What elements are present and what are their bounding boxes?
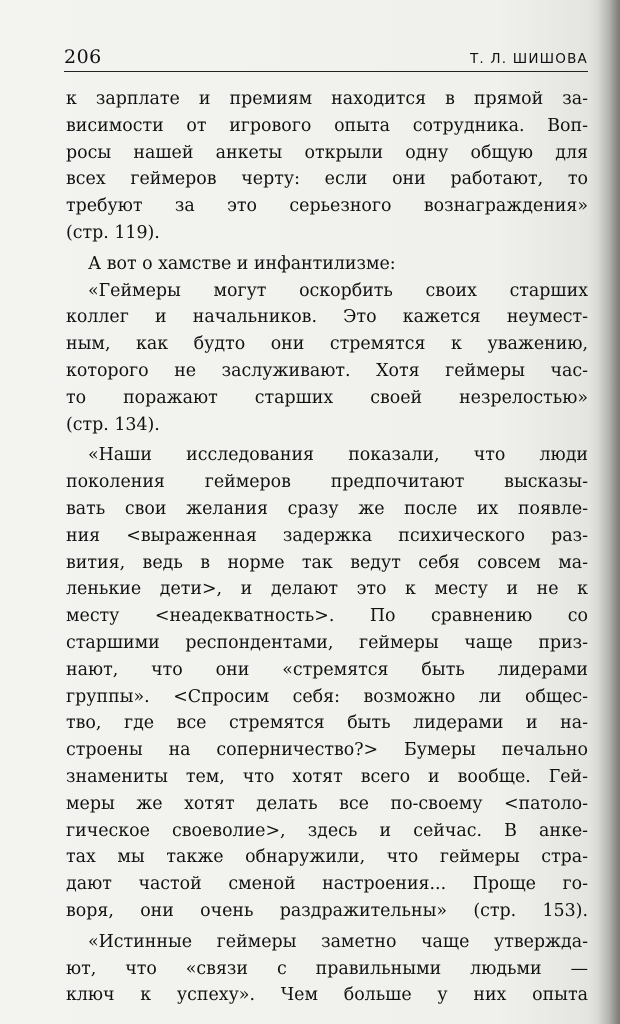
text-line: коллег и начальников. Это кажется неумест- — [66, 307, 588, 328]
text-line: воря, они очень раздражительны» (стр. 153). — [66, 900, 588, 921]
text-line: дают частой сменой настроения... Проще го- — [66, 874, 588, 895]
text-line: (стр. 119). — [66, 222, 160, 243]
page-number: 206 — [64, 46, 102, 68]
body-text — [66, 86, 588, 1009]
text-line: требуют за это серьезного вознаграждения» — [66, 196, 588, 217]
text-line: которого не заслуживают. Хотя геймеры час- — [66, 360, 588, 381]
text-line: нают, что они «стремятся быть лидерами — [66, 659, 588, 680]
text-line: «Геймеры могут оскорбить своих старших — [88, 280, 588, 301]
text-line: гическое своеволие>, здесь и сейчас. В анке- — [66, 820, 588, 841]
text-line: ния <выраженная задержка психического раз- — [66, 525, 588, 546]
text-line: знамениты тем, что хотят всего и вообще. Гей- — [66, 766, 588, 787]
text-line: росы нашей анкеты открыли одну общую для — [66, 142, 588, 163]
text-line: вать свои желания сразу же после их появле- — [66, 498, 588, 519]
text-line: старшими респондентами, геймеры чаще приз- — [66, 632, 588, 653]
page-edge-shadow — [598, 0, 620, 1024]
text-line: вития, ведь в норме так ведут себя совсем ма- — [66, 552, 588, 573]
text-line: висимости от игрового опыта сотрудника. Воп- — [66, 115, 588, 136]
text-line: к зарплате и премиям находится в прямой за- — [66, 89, 588, 109]
header-rule — [64, 71, 588, 72]
text-line: тах мы также обнаружили, что геймеры стра- — [66, 847, 588, 868]
text-line: месту <неадекватность>. По сравнению со — [66, 606, 588, 627]
text-line: строены на соперничество?> Бумеры печально — [66, 740, 588, 761]
text-line: «Наши исследования показали, что люди — [88, 445, 588, 466]
text-line: (стр. 134). — [66, 414, 160, 435]
text-line: меры же хотят делать все по-своему <патоло- — [66, 793, 588, 814]
running-head: Т. Л. ШИШОВА — [469, 51, 588, 67]
text-line: всех геймеров черту: если они работают, то — [66, 169, 588, 190]
text-line: поколения геймеров предпочитают высказы- — [66, 472, 588, 493]
text-line: ют, что «связи с правильными людьми — — [66, 958, 588, 979]
text-line: ленькие дети>, и делают это к месту и не к — [66, 579, 588, 600]
text-line: «Истинные геймеры заметно чаще утвержда- — [88, 931, 588, 952]
text-line: группы». <Спросим себя: возможно ли общес- — [66, 686, 588, 707]
text-line: ным, как будто они стремятся к уважению, — [66, 334, 588, 355]
text-line: ключ к успеху». Чем больше у них опыта — [66, 985, 588, 1006]
text-line: то поражают старших своей незрелостью» — [66, 387, 588, 408]
text-line: А вот о хамстве и инфантилизме: — [88, 253, 396, 274]
page-header — [64, 40, 588, 70]
text-line: тво, где все стремятся быть лидерами и на- — [66, 713, 588, 734]
